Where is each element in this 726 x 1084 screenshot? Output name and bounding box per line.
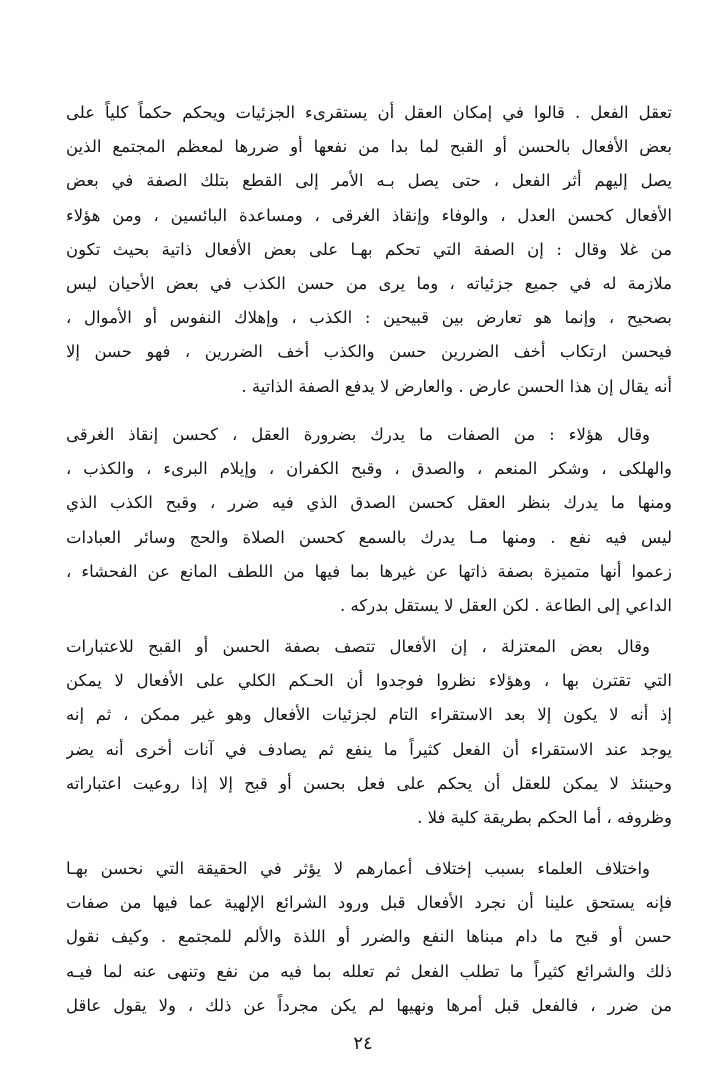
text-line: واختلاف العلماء بسبب إختلاف أعمارهم لا يؤثر في الحقيقة التي نحسن بهـا (66, 859, 650, 878)
text-line: من غلا وقال : إن الصفة التي تحكم بهـا على بعض الأفعال ذاتية بحيث تكون (66, 239, 672, 259)
text-line: بصحيح ، وإنما هو تعارض بين قبيحين : الكذب ، وإهلاك النفوس أو الأموال ، (66, 308, 672, 328)
page-number: ٢٤ (353, 1033, 373, 1054)
text-line: والهلكى ، وشكر المنعم ، والصدق ، وقبح الكفران ، وإيلام البرىء ، والكذب ، (66, 459, 672, 479)
text-line: ليس فيه نفع . ومنها مـا يدرك بالسمع كحسن الصلاة والحج وسائر العبادات (66, 527, 672, 547)
text-line: ملازمة له في جميع جزئياته ، وما يرى من حسن الكذب في بعض الأحيان ليس (66, 273, 672, 293)
text-line: يصل إليهم أثر الفعل ، حتى يصل بـه الأمر إلى القطع بتلك الصفة في بعض (66, 171, 672, 191)
text-line: من ضرر ، فالفعل قبل أمرها ونهيها لم يكن مجرداً عن ذلك ، ولا يقول عاقل (66, 995, 672, 1015)
text-line: إذ أنه لا يكون إلا بعد الاستقراء التام لجزئيات الأفعال وهو غير ممكن ، ثم إنه (66, 705, 672, 725)
text-line: فيحسن ارتكاب أخف الضررين حسن والكذب أخف الضررين ، فهو حسن إلا (66, 342, 672, 362)
text-line: التي تقترن بها ، وهؤلاء نظروا فوجدوا أن الحـكم الكلي على الأفعال لا يمكن (66, 671, 672, 691)
text-line: وقال بعض المعتزلة ، إن الأفعال تتصف بصفة الحسن أو القبح للاعتبارات (66, 637, 650, 656)
text-line: يوجد عند الاستقراء أن الفعل كثيراً ما ينفع ثم يصادف في آنات أخرى أنه يضر (66, 739, 672, 759)
paragraph-4 (66, 852, 672, 1023)
text-line: وحينئذ لا يمكن للعقل أن يحكم على فعل بحسن أو قبح إلا إذا روعيت اعتباراته (66, 773, 672, 793)
paragraph-3 (66, 630, 672, 835)
text-line: حسن أو قبح ما دام مبناها النفع والضرر أو اللذة والألم للمجتمع . وكيف نقول (66, 927, 672, 947)
text-line: الداعي إلى الطاعة . لكن العقل لا يستقل بدركه . (340, 595, 672, 615)
paragraph-1 (66, 96, 672, 404)
text-line: ومنها ما يدرك بنظر العقل كحسن الصدق الذي فيه ضرر ، وقبح الكذب الذي (66, 493, 672, 513)
paragraph-2 (66, 418, 672, 623)
text-line: زعموا أنها متميزة بصفة ذاتها عن غيرها بما فيها من اللطف المانع عن الفحشاء ، (66, 561, 672, 581)
text-line: فإنه يستحق علينا أن نجرد الأفعال قبل ورود الشرائع الإلهية عما فيها من صفات (66, 893, 672, 913)
text-line: بعض الأفعال بالحسن أو القبح لما بدا من نفعها أو ضررها لمعظم المجتمع الذين (66, 137, 672, 157)
text-line: أنه يقال إن هذا الحسن عارض . والعارض لا يدفع الصفة الذاتية . (241, 376, 672, 396)
text-line: وقال هؤلاء : من الصفات ما يدرك بضرورة العقل ، كحسن إنقاذ الغرقى (66, 425, 650, 444)
text-line: ذلك والشرائع كثيراً ما تطلب الفعل ثم تعلله بما فيه من نفع وتنهى عنه لما فيـه (66, 961, 672, 981)
text-line: وظروفه ، أما الحكم بطريقة كلية فلا . (417, 807, 672, 827)
text-line: تعقل الفعل . قالوا في إمكان العقل أن يستقرىء الجزئيات ويحكم حكماً كلياً على (66, 103, 672, 122)
text-line: الأفعال كحسن العدل ، والوفاء وإنقاذ الغرقى ، ومساعدة البائسين ، ومن هؤلاء (66, 205, 672, 225)
